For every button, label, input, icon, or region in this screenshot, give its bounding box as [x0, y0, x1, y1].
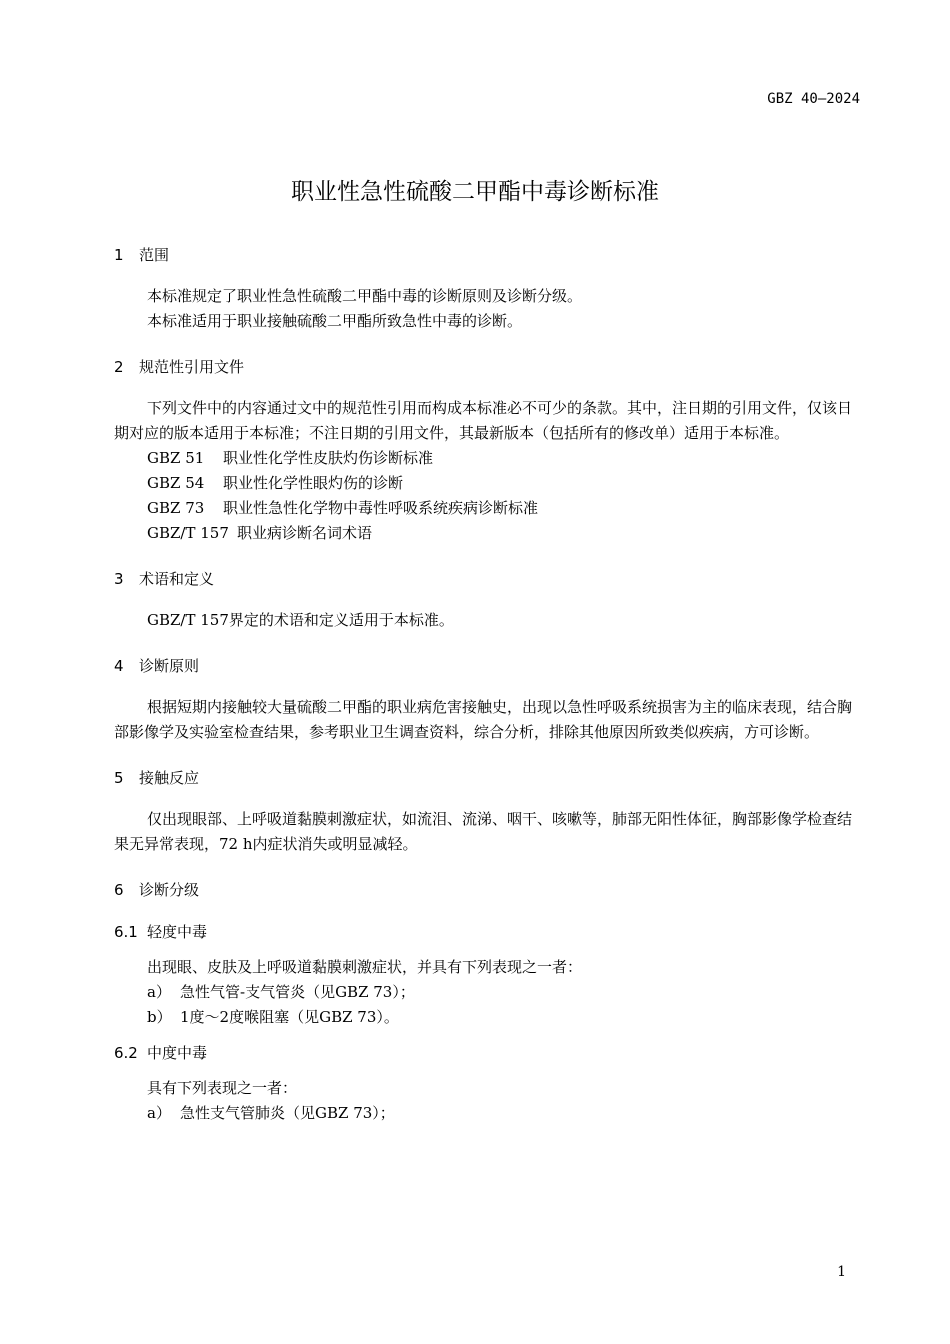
- section-2-heading: [114, 354, 860, 380]
- section-number: 1: [114, 246, 124, 264]
- reference-item: [114, 446, 860, 471]
- paragraph: 下列文件中的内容通过文中的规范性引用而构成本标准必不可少的条款。其中，注日期的引用文件，仅该日期对应的版本适用于本标准；不注日期的引用文件，其最新版本（包括所有的修改单）适用于本标准。: [114, 399, 853, 442]
- reference-code: GBZ 73: [147, 499, 205, 517]
- page-number: 1: [837, 1264, 846, 1280]
- section-title: 诊断原则: [139, 657, 200, 675]
- list-item: [114, 1005, 860, 1030]
- reference-item: [114, 496, 860, 521]
- list-marker: a）: [147, 1104, 171, 1122]
- list-item: [114, 980, 860, 1005]
- paragraph: 根据短期内接触较大量硫酸二甲酯的职业病危害接触史，出现以急性呼吸系统损害为主的临床表现，结合胸部影像学及实验室检查结果，参考职业卫生调查资料，综合分析，排除其他原因所致类似疾病，方可诊断。: [114, 698, 853, 741]
- section-4-heading: [114, 653, 860, 679]
- section-5-heading: [114, 765, 860, 791]
- paragraph: 本标准规定了职业性急性硫酸二甲酯中毒的诊断原则及诊断分级。: [147, 287, 583, 305]
- document-code: GBZ 40—2024: [767, 91, 860, 107]
- reference-item: [114, 471, 860, 496]
- reference-code: GBZ 54: [147, 474, 205, 492]
- reference-name: 职业病诊断名词术语: [237, 524, 373, 542]
- section-title: 术语和定义: [139, 570, 215, 588]
- section-title: 诊断分级: [139, 881, 200, 899]
- paragraph: 具有下列表现之一者：: [147, 1079, 298, 1097]
- paragraph: 仅出现眼部、上呼吸道黏膜刺激症状，如流泪、流涕、咽干、咳嗽等，肺部无阳性体征，胸部影像学检查结果无异常表现，72 h内症状消失或明显减轻。: [114, 810, 853, 853]
- paragraph: GBZ/T 157界定的术语和定义适用于本标准。: [147, 611, 454, 629]
- section-title: 范围: [139, 246, 170, 264]
- reference-name: 职业性急性化学物中毒性呼吸系统疾病诊断标准: [223, 499, 539, 517]
- subsection-title: 轻度中毒: [147, 923, 208, 941]
- section-6-heading: [114, 877, 860, 903]
- section-number: 4: [114, 657, 124, 675]
- section-title: 规范性引用文件: [139, 358, 245, 376]
- subsection-number: 6.2: [114, 1044, 138, 1062]
- list-marker: a）: [147, 983, 171, 1001]
- reference-item: [114, 521, 860, 546]
- document-title: 职业性急性硫酸二甲酯中毒诊断标准: [291, 179, 659, 205]
- subsection-number: 6.1: [114, 923, 138, 941]
- list-text: 急性支气管肺炎（见GBZ 73）；: [180, 1104, 395, 1122]
- list-marker: b）: [147, 1008, 172, 1026]
- reference-code: GBZ/T 157: [147, 524, 229, 542]
- reference-name: 职业性化学性皮肤灼伤诊断标准: [223, 449, 434, 467]
- section-number: 5: [114, 769, 124, 787]
- subsection-title: 中度中毒: [147, 1044, 208, 1062]
- section-number: 2: [114, 358, 124, 376]
- section-number: 6: [114, 881, 124, 899]
- subsection-6-2-heading: [114, 1040, 860, 1066]
- section-title: 接触反应: [139, 769, 200, 787]
- reference-code: GBZ 51: [147, 449, 205, 467]
- section-1-heading: [114, 242, 860, 268]
- section-number: 3: [114, 570, 124, 588]
- subsection-6-1-heading: [114, 919, 860, 945]
- list-item: [114, 1101, 860, 1126]
- section-3-heading: [114, 566, 860, 592]
- reference-name: 职业性化学性眼灼伤的诊断: [223, 474, 404, 492]
- document-body: [114, 242, 860, 1126]
- list-text: 1度～2度喉阻塞（见GBZ 73）。: [180, 1008, 399, 1026]
- list-text: 急性气管-支气管炎（见GBZ 73）；: [180, 983, 415, 1001]
- paragraph: 本标准适用于职业接触硫酸二甲酯所致急性中毒的诊断。: [147, 312, 523, 330]
- paragraph: 出现眼、皮肤及上呼吸道黏膜刺激症状，并具有下列表现之一者：: [147, 958, 583, 976]
